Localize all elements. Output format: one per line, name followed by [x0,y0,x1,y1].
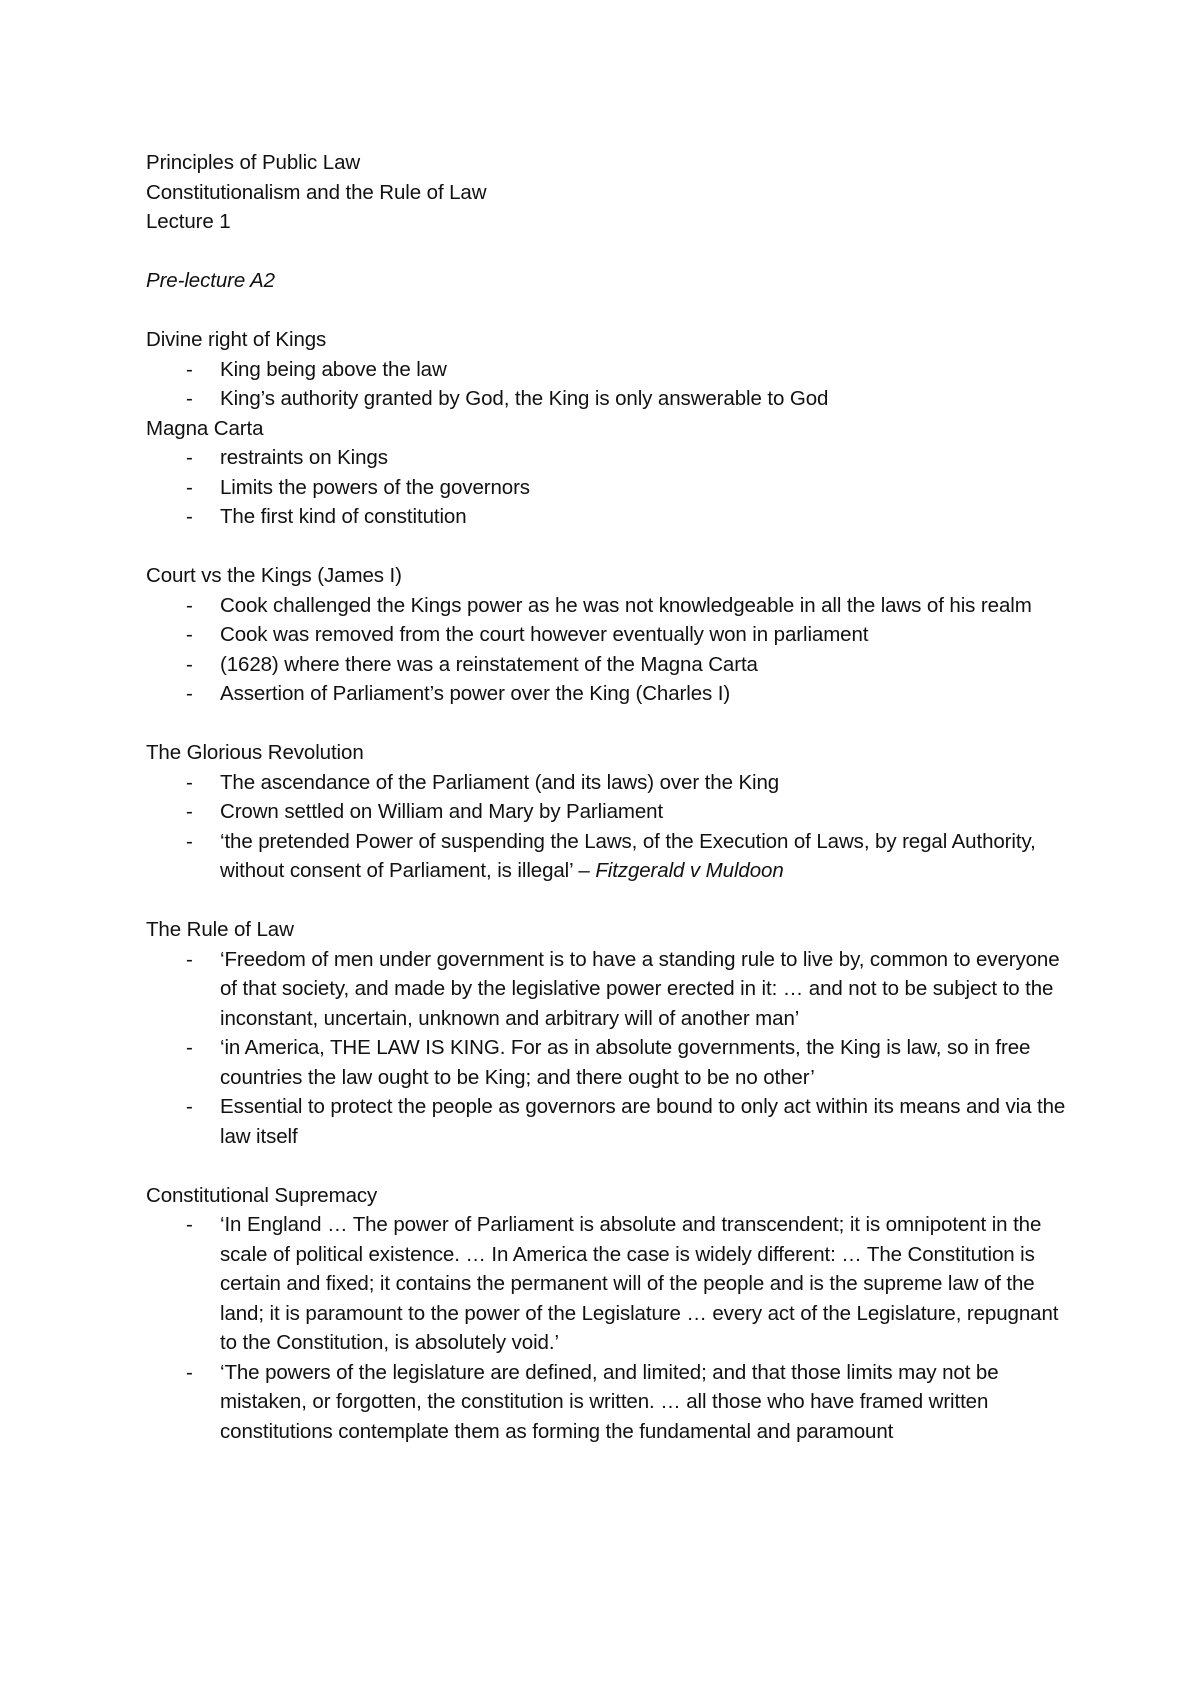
lecture-number: Lecture 1 [146,210,231,233]
spacer [146,237,1076,267]
section-heading-rule-of-law: The Rule of Law [146,918,294,941]
spacer [146,296,1076,326]
list-item [146,827,1076,886]
dash-bullet: - [186,947,193,971]
dash-bullet: - [186,1213,193,1236]
dash-bullet: - [186,446,193,469]
section-heading-magna-carta: Magna Carta [146,416,264,440]
topic-title: Constitutionalism and the Rule of Law [146,180,487,204]
spacer [146,886,1076,916]
list-item: - The ascendance of the Parliament (and its laws) over the King [146,768,1076,798]
list-item: - Crown settled on William and Mary by Parliament [146,797,1076,827]
section-heading-court-vs-kings: Court vs the Kings (James I) [146,564,402,587]
list-item: - restraints on Kings [146,443,1076,473]
list-item: - ‘Freedom of men under government is to have a standing rule to live by, common to everyone of that society, and made by the legislative power erected in it: … and not to be subject to the inconstant, uncertain, unknown and arbitrary will of another man’ [146,945,1076,1034]
dash-bullet: - [186,829,193,853]
dash-bullet: - [186,1036,193,1059]
list-item: - Cook was removed from the court however eventually won in parliament [146,620,1076,650]
dash-bullet: - [186,770,193,794]
dash-bullet: - [186,505,193,528]
list-item: - Limits the powers of the governors [146,473,1076,503]
case-citation: Fitzgerald v Muldoon [595,859,784,882]
dash-bullet: - [186,475,193,499]
spacer [146,1151,1076,1181]
court-vs-kings-list [146,591,1076,709]
divine-right-list [146,355,1076,414]
dash-bullet: - [186,387,193,410]
dash-bullet: - [186,1095,193,1118]
list-item: - (1628) where there was a reinstatement of the Magna Carta [146,650,1076,680]
list-item: - ‘In England … The power of Parliament is absolute and transcendent; it is omnipotent in the scale of political existence. … In America the case is widely different: … The Constitution is certain and fixed; it contains the permanent will of the people and is the supreme law of the land; it is paramount to the power of the Legislature … every act of the Legislature, repugnant to the Constitution, is absolutely void.’ [146,1210,1076,1358]
list-item: - King being above the law [146,355,1076,385]
dash-bullet: - [186,357,193,381]
dash-bullet: - [186,623,193,646]
list-item: - The first kind of constitution [146,502,1076,532]
course-title: Principles of Public Law [146,151,361,174]
list-item: - ‘The powers of the legislature are defined, and limited; and that those limits may not be mistaken, or forgotten, the constitution is written. … all those who have framed written constitutions contemplate them as forming the fundamental and paramount [146,1358,1076,1447]
glorious-revolution-list [146,768,1076,886]
dash-bullet: - [186,800,193,823]
rule-of-law-list [146,945,1076,1152]
section-heading-constitutional-supremacy: Constitutional Supremacy [146,1183,378,1207]
list-item: - Assertion of Parliament’s power over the King (Charles I) [146,679,1076,709]
document-body [146,148,1076,1446]
section-heading-glorious-revolution: The Glorious Revolution [146,741,364,764]
spacer [146,709,1076,739]
quote-with-case: ‘the pretended Power of suspending the Laws, of the Execution of Laws, by regal Authority, without consent of Parliament, is illegal’ – Fitzgerald v Muldoon [220,829,1036,882]
dash-bullet: - [186,652,193,676]
dash-bullet: - [186,1360,193,1384]
magna-carta-list [146,443,1076,532]
list-item: - Cook challenged the Kings power as he was not knowledgeable in all the laws of his realm [146,591,1076,621]
spacer [146,532,1076,562]
list-item: - King’s authority granted by God, the King is only answerable to God [146,384,1076,414]
dash-bullet: - [186,682,193,705]
list-item: - Essential to protect the people as governors are bound to only act within its means and via the law itself [146,1092,1076,1151]
list-item: - ‘in America, THE LAW IS KING. For as in absolute governments, the King is law, so in free countries the law ought to be King; and there ought to be no other’ [146,1033,1076,1092]
subheading: Pre-lecture A2 [146,269,275,292]
section-heading-divine-right: Divine right of Kings [146,328,327,351]
constitutional-supremacy-list [146,1210,1076,1446]
dash-bullet: - [186,593,193,617]
